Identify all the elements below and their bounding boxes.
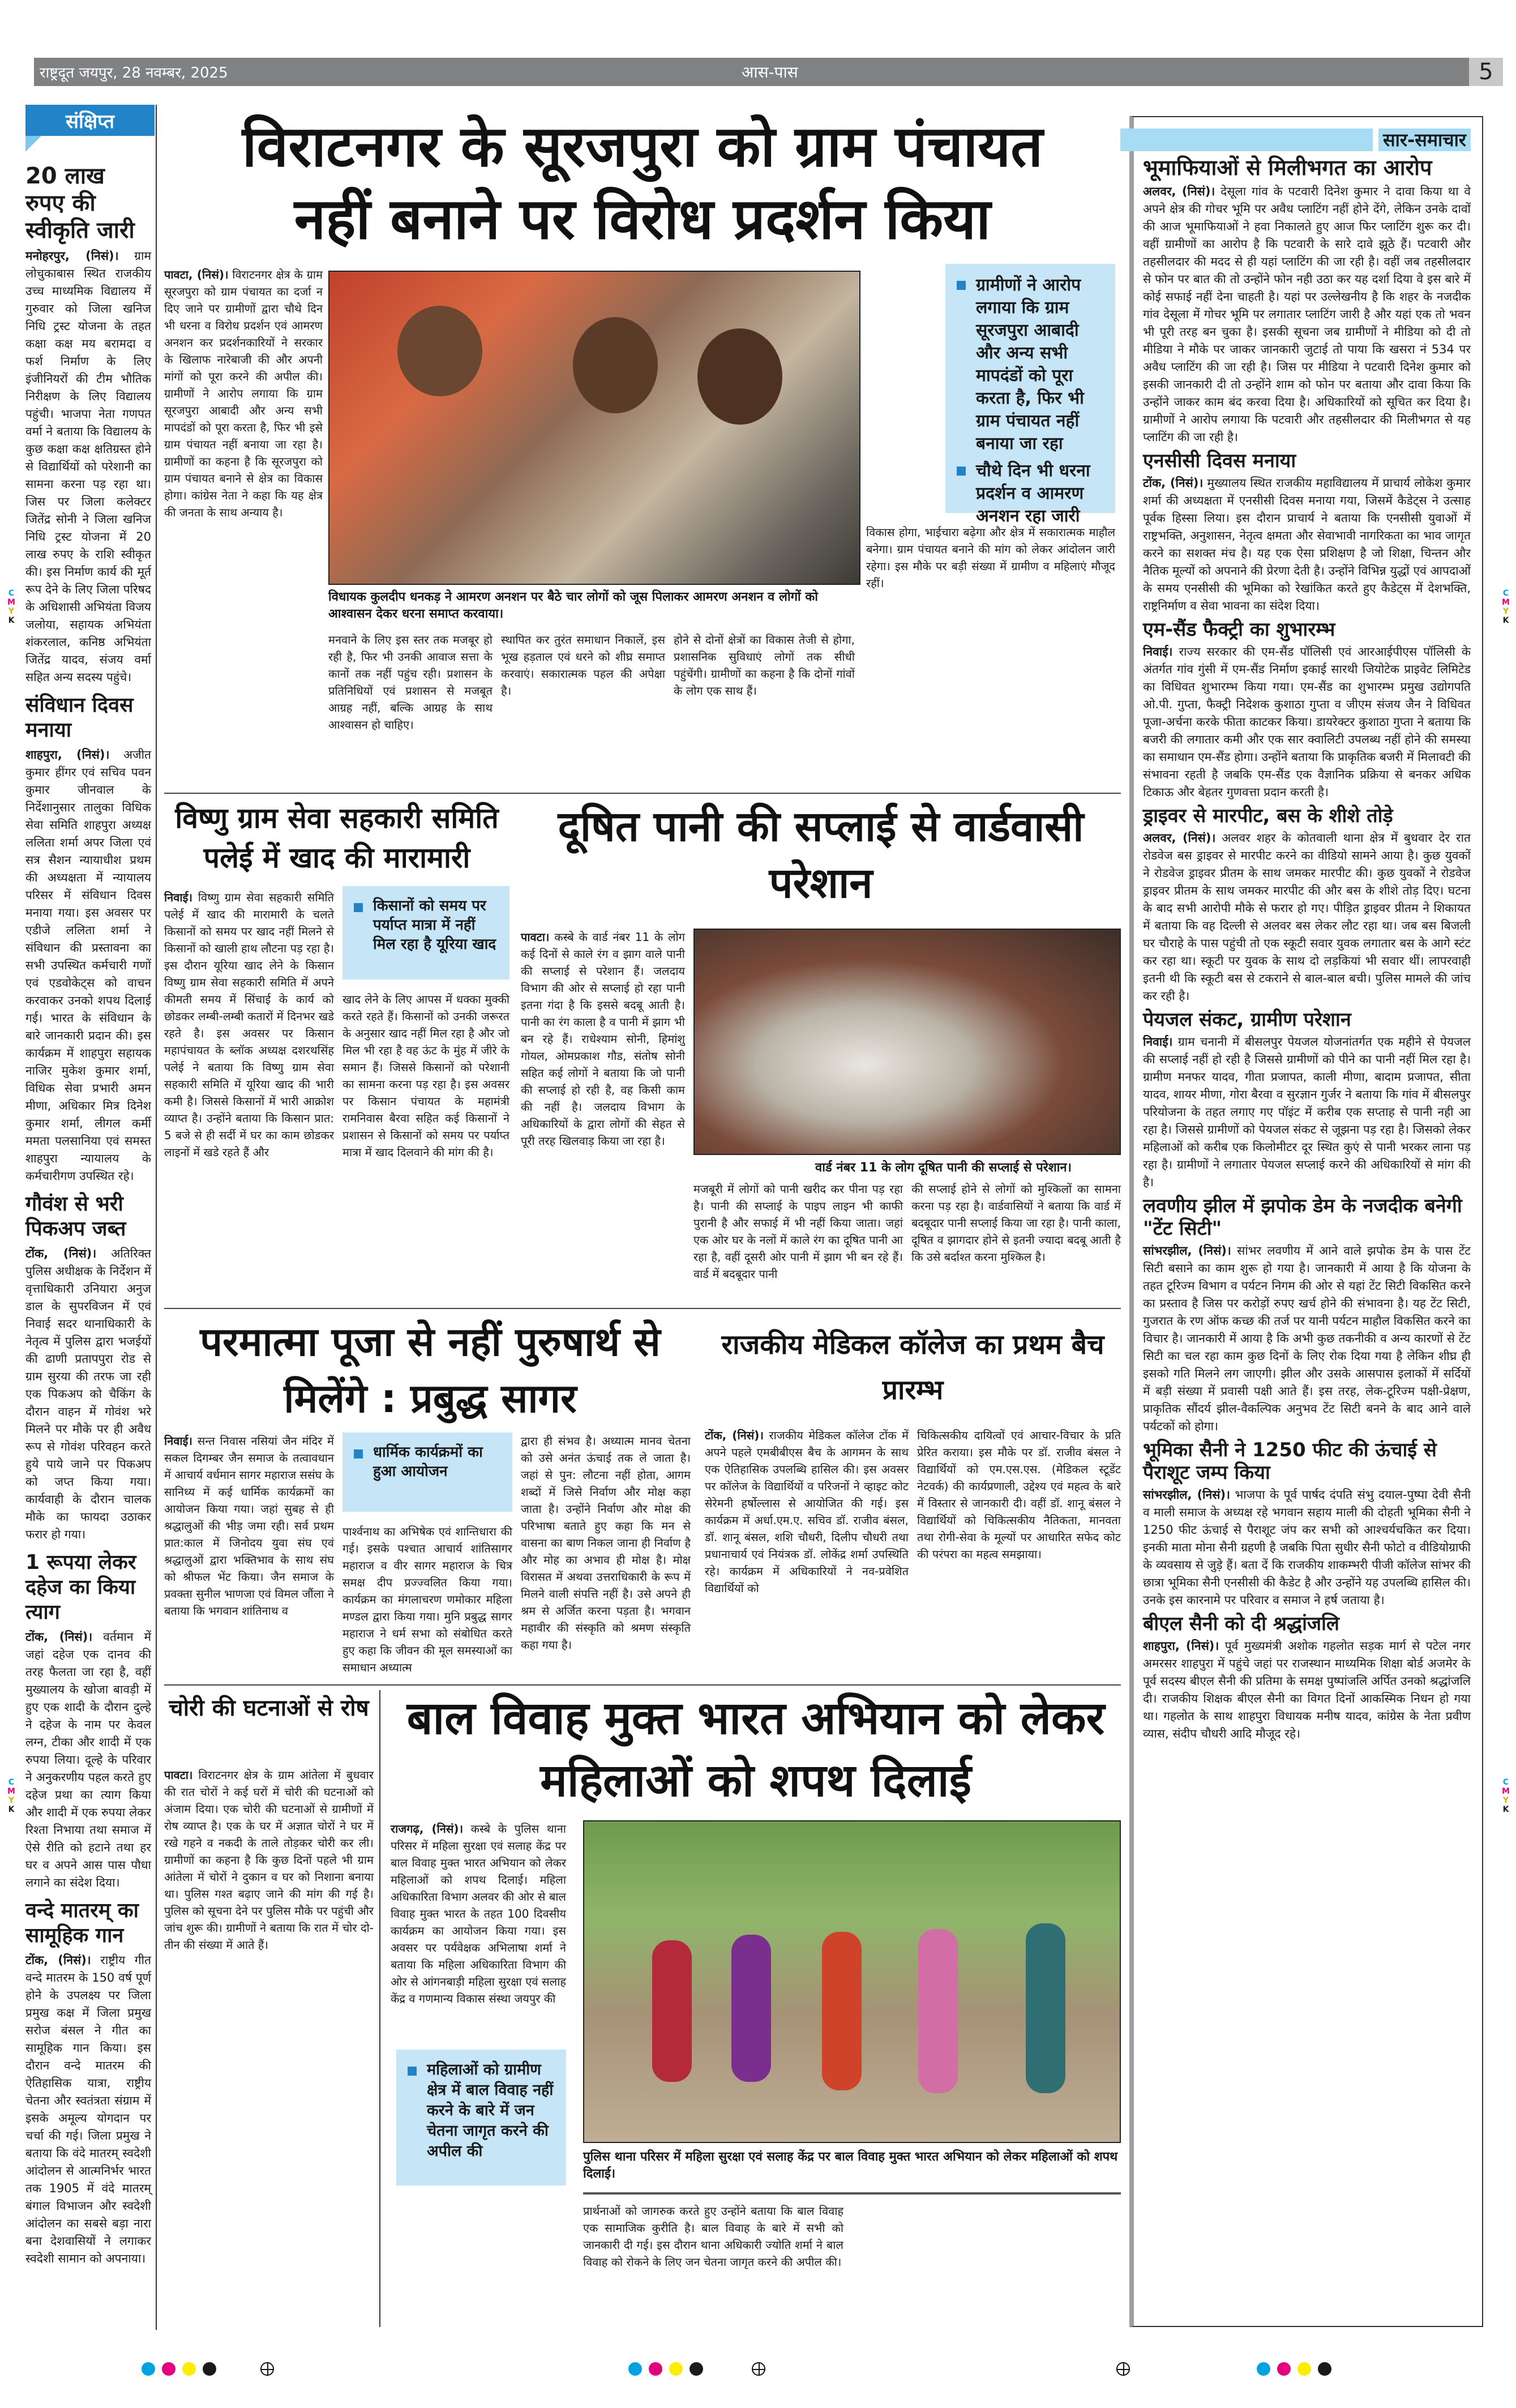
sidebar-item-dateline: टोंक, (निसं)।	[1143, 476, 1204, 490]
cmyk-m: M	[1502, 1787, 1510, 1796]
cmyk-k: K	[8, 616, 15, 625]
brief-title: 1 रूपया लेकर दहेज का किया त्याग	[25, 1551, 136, 1624]
jain-body-text: पार्श्वनाथ का अभिषेक एवं शान्तिधारा की गई। इसके पश्चात आचार्य शांतिसागर महाराज व वीर सागर महाराज के चित्र समक्ष दीप प्रज्ज्वलित किया गया। कार्यक्रम का मंगलाचरण णमोकार महिला मण्डल द्वारा किया गया। मुनि प्रबुद्ध सागर महाराज ने धर्म सभा को संबोधित करते हुए कहा कि जीवन की मूल समस्याओं का समाधान अध्यात्म	[342, 1525, 512, 1674]
sidebar-item-body: ग्राम चनानी में बीसलपुर पेयजल योजनांतर्गत एक महीने से पेयजल की सप्लाई नहीं हो रही है जिससे ग्रामीणों को पीने का पानी नहीं मिल रहा है। ग्रामीण मनफर यादव, गीता प्रजापत, काली मीणा, बादाम प्रजापत, सीता यादव, शायर मीणा, गोरा बैरवा व सुरज्ञान गुर्जर ने बताया कि गांव में बीसलपुर परियोजना के तहत लगाए गए पॉइंट में करीब एक सप्ताह से पानी नही आ रहा है। जिससे ग्रामीणों को पेयजल संकट से जूझना पड़ रहा है। जिसको लेकर महिलाओं को करीब एक किलोमीटर दूर स्थित कुएं से पानी भरकर लाना पड़ रहा है। ग्रामीणों ने लगातार पेयजल सप्लाई करने की अधिकारियों से मांग की है।	[1143, 1035, 1471, 1189]
water-body-text: की सप्लाई होने से लोगों को मुश्किलों का सामना करना पड़ रहा है। वार्डवासियों ने बताया कि वार्ड में बदबूदार पानी सप्लाई किया जा रहा है। पानी काला, दूषित व झागदार होने से इतनी ज्यादा बदबू आती है कि उसे बर्दाश्त करना मुश्किल है।	[911, 1182, 1121, 1264]
lead-body-text: विकास होगा, भाईचारा बढ़ेगा और क्षेत्र में सकारात्मक माहौल बनेगा। ग्राम पंचायत बनाने की मांग को लेकर आंदोलन जारी रहेगा। इस मौके पर बड़ी संख्या में ग्रामीण व महिलाएं मौजूद रहीं।	[866, 525, 1115, 590]
brief-dateline: टोंक, (निसं)।	[25, 1953, 91, 1967]
registration-dot	[1297, 2362, 1311, 2376]
medical-headline: राजकीय मेडिकल कॉलेज का प्रथम बैच प्रारम्भ	[721, 1329, 1104, 1406]
registration-dot	[690, 2362, 703, 2376]
brief-item	[25, 1550, 151, 1892]
bullet-icon	[408, 2067, 417, 2076]
registration-dot	[1318, 2362, 1331, 2376]
bullet-icon	[354, 1449, 363, 1459]
registration-dot	[649, 2362, 662, 2376]
water-body-col2	[693, 1181, 903, 1282]
brief-dateline: टोंक, (निसं)।	[25, 1247, 97, 1260]
medical-body-text: राजकीय मेडिकल कॉलेज टोंक में अपने पहले एमबीबीएस बैच के आगमन के साथ एक ऐतिहासिक उपलब्धि हासिल की। इस अवसर पर कॉलेज के विद्यार्थियों व परिजनों ने व्हाइट कोट सेरेमनी हर्षोल्लास से आयोजित की गई। इस कार्यक्रम में अर्धा.एम.ए. सचिव डॉ. राजीव बंसल, डॉ. शानू बंसल, शशि चौधरी, दिलीप चौधरी तथा प्रधानाचार्य एवं नियंत्रक डॉ. लोकेंद्र शर्मा उपस्थिति रहे। कार्यक्रम में अधिकारियों ने नव-प्रवेशित विद्यार्थियों को	[705, 1428, 909, 1595]
cmyk-marks-right-bottom	[1501, 1778, 1510, 1814]
lead-dateline: पावटा, (निसं)।	[164, 268, 229, 281]
jain-dateline: निवाई।	[164, 1434, 192, 1448]
brief-title: गौवंश से भरी पिकअप जब्त	[25, 1192, 126, 1241]
sidebar-item-title: बीएल सैनी को दी श्रद्धांजलि	[1143, 1613, 1339, 1635]
photo-figure	[573, 317, 658, 413]
cmyk-y: Y	[1502, 1796, 1509, 1805]
photo-figure	[397, 306, 482, 396]
lead-body-col4	[674, 631, 855, 699]
sidebar-item	[1143, 1613, 1471, 1743]
photo-figure	[1026, 1923, 1065, 2093]
sidebar-news-box	[1129, 116, 1483, 2327]
sidebar-item	[1143, 1195, 1471, 1435]
child-marriage-body-col1	[391, 1820, 566, 2007]
section-divider	[164, 1308, 1121, 1309]
cmyk-marks-left-bottom	[7, 1778, 16, 1814]
page-number: 5	[1469, 58, 1503, 86]
callout-text: चौथे दिन भी धरना प्रदर्शन व आमरण अनशन रहा जारी	[976, 461, 1090, 526]
child-marriage-body-col2	[583, 2202, 843, 2270]
sidebar-item-dateline: अलवर, (निसं)।	[1143, 185, 1215, 198]
jain-callout	[342, 1432, 512, 1512]
bullet-icon	[957, 281, 966, 290]
sidebar-item-title: पेयजल संकट, ग्रामीण परेशान	[1143, 1008, 1351, 1031]
cmyk-y: Y	[8, 1796, 15, 1805]
jain-body-col2	[342, 1523, 512, 1676]
fertilizer-body-text: खाद लेने के लिए आपस में धक्का मुक्की करते रहते हैं। किसानों को उनकी जरूरत के अनुसार खाद नहीं मिल रहा है और जो मिल भी रहा है वह ऊंट के मुंह में जीरे के समान हैं। जिससे किसानों को परेशानी का सामना करना पड़ रहा है। इस अवसर पर किसान पंचायत के महामंत्री रामनिवास बैरवा सहित कई किसानों ने प्रशासन से किसानों को समय पर पर्याप्त मात्रा में खाद दिलवाने की मांग की है।	[342, 993, 509, 1159]
theft-headline: चोरी की घटनाओं से रोष	[169, 1695, 369, 1721]
sidebar-item-title: लवणीय झील में झपोक डेम के नजदीक बनेगी "टेंट सिटी"	[1143, 1195, 1462, 1240]
cmyk-marks-right-top	[1501, 589, 1510, 625]
sidebar-item-dateline: निवाई।	[1143, 1035, 1173, 1049]
brief-item	[25, 693, 151, 1185]
bullet-icon	[354, 903, 363, 912]
masthead	[34, 58, 1493, 86]
fertilizer-callout	[342, 886, 509, 980]
sidebar-item	[1143, 805, 1471, 1005]
cmyk-y: Y	[1502, 607, 1509, 616]
brief-dateline: मनोहरपुर, (निसं)।	[25, 249, 119, 263]
sidebar-item-title: एम-सैंड फैक्ट्री का शुभारम्भ	[1143, 618, 1335, 641]
callout-text: महिलाओं को ग्रामीण क्षेत्र में बाल विवाह नहीं करने के बारे में जन चेतना जागृत करने की अपील की	[427, 2061, 554, 2160]
child-marriage-photo	[583, 1820, 1121, 2143]
photo-figure	[731, 1935, 771, 2082]
briefs-label-tail	[25, 136, 41, 152]
sidebar-item	[1143, 450, 1471, 615]
sidebar-item-dateline: सांभरझील, (निसं)।	[1143, 1244, 1231, 1258]
fertilizer-dateline: निवाई।	[164, 891, 192, 904]
masthead-date: राष्ट्रदूत जयपुर, 28 नवम्बर, 2025	[40, 65, 228, 82]
lead-photo	[328, 271, 860, 585]
sidebar-label: सार-समाचार	[1378, 129, 1471, 151]
sidebar-item-dateline: सांभरझील, (निसं)।	[1143, 1488, 1231, 1502]
lead-body-text: विराटनगर क्षेत्र के ग्राम सूरजपुरा को ग्राम पंचायत का दर्जा न दिए जाने पर ग्रामीणों द्वारा चौथे दिन भी धरना व विरोध प्रदर्शन एवं आमरण अनशन कर प्रदर्शनकारियों ने सरकार के खिलाफ नारेबाजी की और अपनी मांगों को पूरा करने की अपील की। ग्रामीणों ने आरोप लगाया कि ग्राम सूरजपुरा आबादी और अन्य सभी मापदंडों को पूरा करता है, फिर भी इसे ग्राम पंचायत नहीं बनाया जा रहा है। ग्रामीणों का कहना है कि सूरजपुरा को ग्राम पंचायत बनाने से क्षेत्र का विकास होगा। कांग्रेस नेता ने कहा कि यह क्षेत्र की जनता के साथ अन्याय है।	[164, 268, 323, 519]
lead-photo-caption: विधायक कुलदीप धनकड़ ने आमरण अनशन पर बैठे चार लोगों को जूस पिलाकर आमरण अनशन व लोगों को आश्वासन देकर धरना समाप्त करवाया।	[328, 590, 819, 621]
lead-body-text: मनवाने के लिए इस स्तर तक मजबूर हो रही है, फिर भी उनकी आवाज सत्ता के कानों तक नहीं पहुंच रही। प्रशासन के प्रतिनिधियों एवं प्रशासन से मजबूत आग्रह नहीं, बल्कि आग्रह के साथ आश्वासन हो चाहिए।	[328, 633, 493, 732]
jain-body-col1	[164, 1432, 334, 1619]
brief-item	[25, 1898, 151, 2268]
lead-body-col1	[164, 266, 323, 521]
brief-body: वर्तमान में जहां दहेज एक दानव की तरह फैलता जा रहा है, वहीं मुख्यालय के खोजा बावड़ी में हुए एक शादी के दौरान दुल्हे ने दहेज के नाम पर केवल लग्न, टीका और शादी में एक रुपया लिया। दूल्हे के परिवार ने अनुकरणीय पहल करते हुए दहेज प्रथा का त्याग किया और शादी में एक रुपया लेकर रिश्ता निभाया तथा समाज में ऐसे रीति को हटाने तथा हर घर व अपने आस पास पौधा लगाने का संदेश दिया।	[25, 1630, 151, 1889]
brief-dateline: शाहपुरा, (निसं)।	[25, 748, 110, 762]
fertilizer-body-col2	[342, 991, 509, 1161]
water-photo-caption: वार्ड नंबर 11 के लोग दूषित पानी की सप्लाई से परेशान।	[815, 1161, 1072, 1175]
child-marriage-body-text: प्रार्थनाओं को जागरुक करते हुए उन्होंने बताया कि बाल विवाह एक सामाजिक कुरीति है। बाल विवाह के बारे में सभी को जानकारी दी गई। इस दौरान थाना अधिकारी ज्योति शर्मा ने बाल विवाह को रोकने के लिए जन चेतना जागृत करने की अपील की।	[583, 2204, 843, 2269]
photo-figure	[652, 1940, 692, 2082]
cmyk-m: M	[1502, 598, 1510, 607]
masthead-section: आस-पास	[742, 63, 798, 82]
cmyk-k: K	[1502, 616, 1509, 625]
cmyk-y: Y	[8, 607, 15, 616]
sidebar-label-bar	[1120, 129, 1471, 151]
sidebar-item	[1143, 1439, 1471, 1609]
sidebar-item	[1143, 155, 1471, 446]
registration-dot	[162, 2362, 175, 2376]
child-marriage-dateline: राजगढ़, (निसं)।	[391, 1822, 464, 1836]
column-divider	[156, 105, 157, 2330]
medical-dateline: टोंक, (निसं)।	[705, 1428, 764, 1442]
lead-headline	[164, 110, 1121, 255]
lead-body-col3	[501, 631, 665, 699]
child-marriage-callout	[396, 2050, 566, 2185]
sidebar-item-title: भूमिका सैनी ने 1250 फीट की ऊंचाई से पैराशूट जम्प किया	[1143, 1439, 1437, 1484]
brief-item	[25, 1192, 151, 1543]
water-headline: दूषित पानी की सप्लाई से वार्डवासी परेशान	[558, 802, 1084, 908]
registration-crosshair-icon	[752, 2362, 765, 2376]
sidebar-item	[1143, 618, 1471, 801]
registration-crosshair-icon	[1116, 2362, 1130, 2376]
theft-body-text: विराटनगर क्षेत्र के ग्राम आंतेला में बुधवार की रात चोरों ने कई घरों में चोरी की घटनाओं को अंजाम दिया। एक चोरी की घटनाओं से ग्रामीणों में रोष व्याप्त है। एक के घर में अज्ञात चोरों ने घर में रखे गहने व नकदी के ताले तोड़कर चोरी कर ली। ग्रामीणों का कहना है कि कुछ दिनों पहले भी ग्राम आंतेला में चोरों ने दुकान व घर को निशाना बनाया था। पुलिस गश्त बढ़ाए जाने की मांग की गई है। पुलिस को सूचना देने पर पुलिस मौके पर पहुंची और जांच शुरू की। ग्रामीणों ने बताया कि रात में चोर दो-तीन की संख्या में आते हैं।	[164, 1768, 374, 1952]
brief-title: वन्दे मातरम् का सामूहिक गान	[25, 1899, 139, 1947]
fertilizer-headline: विष्णु ग्राम सेवा सहकारी समिति पलेई में खाद की मारामारी	[175, 802, 499, 874]
bullet-icon	[957, 467, 966, 476]
photo-figure	[822, 1932, 862, 2090]
sidebar-item-body: पूर्व मुख्यमंत्री अशोक गहलोत सड़क मार्ग से पटेल नगर अमरसर शाहपुरा में पहुंचे जहां पर राजस्थान माध्यमिक शिक्षा बोर्ड अजमेर के पूर्व सदस्य बीएल सैनी की प्रतिमा के समक्ष पुष्पांजलि अर्पित उनको श्रद्धांजलि दी। राजकीय शिक्षक बीएल सैनी का विगत दिनों आकस्मिक निधन हो गया था। गहलोत के साथ शाहपुरा विधायक मनीष यादव, कांग्रेस के नेता प्रवीण व्यास, संदीप चौधरी आदि मौजूद रहे।	[1143, 1639, 1471, 1740]
cmyk-m: M	[7, 1787, 15, 1796]
fertilizer-body-col1	[164, 889, 334, 1161]
caption-rule	[583, 2192, 1121, 2195]
sidebar-item-body: राज्य सरकार की एम-सैंड पॉलिसी एवं आरआईपीएस पॉलिसी के अंतर्गत गांव गुंसी में एम-सैंड निर्माण इकाई सारथी जियोटेक प्राइवेट लिमिटेड का विधिवत शुभारम्भ किया गया। एम-सैंड का शुभारम्भ प्रमुख उद्योगपति ओ.पी. गुप्ता, फैक्ट्री निदेशक कुशाठा गुप्ता व जीएम संजय जैन ने विधिवत पूजा-अर्चना करके फीता काटकर किया। डायरेक्टर कुशाठा गुप्ता ने बताया कि बजरी की लगातार कमी और एक सार क्वालिटी उपलब्ध नहीं होने की समस्या का समाधान एम-सैंड होगा। उन्होंने बताया कि प्राकृतिक बजरी में मिलावटी की संभावना रहती है जबकि एम-सैंड एक वैज्ञानिक प्रक्रिया से बनकर अधिक टिकाऊ और बेहतर गुणवत्ता प्रदान करती है।	[1143, 645, 1471, 799]
water-dateline: पावटा।	[521, 930, 550, 944]
lead-callout	[945, 264, 1115, 526]
jain-body-text: द्वारा ही संभव है। अध्यात्म मानव चेतना को उसे अनंत ऊंचाई तक ले जाता है। जहां से पुन: लौटना नहीं होता, आगम शब्दों में जिसे निर्वाण और मोक्ष कहा जाता है। उन्होंने निर्वाण और मोक्ष की परिभाषा बताते हुए कहा कि मन से वासना का बाण निकल जाना ही निर्वाण है और मोह का अभाव ही मोक्ष है। मोक्ष विरासत में अथवा उत्तराधिकारी के रूप में मिलने वाली संपत्ति नहीं है। उसे अपने ही श्रम से अर्जित करना पड़ता है। भगवान महावीर की संस्कृति को श्रमण संस्कृति कहा गया है।	[521, 1434, 691, 1652]
sidebar-item-body: अलवर शहर के कोतवाली थाना क्षेत्र में बुधवार देर रात रोडवेज बस ड्राइवर से मारपीट करने का वीडियो सामने आया है। कुछ युवकों ने रोडवेज ड्राइवर प्रीतम के साथ जमकर मारपीट की। कुछ युवकों ने रोडवेज ड्राइवर प्रीतम के साथ जमकर मारपीट की और बस के शीशे तोड़ दिए। घटना के बाद सभी आरोपी मौके से फरार हो गए। पीड़ित ड्राइवर प्रीतम ने शिकायत में बताया कि वह दिल्ली से अलवर बस लेकर लौट रहा था। जब बस बिजली घर चौराहे के पास पहुंची तो एक स्कूटी सवार युवक लगातार बस के आगे स्टंट कर रहा था। स्कूटी पर युवक के साथ दो लड़कियां भी सवार थीं। लापरवाही इतनी थी कि स्कूटी बस से टकराने से बाल-बाल बची। पुलिस मामले की जांच कर रही है।	[1143, 831, 1471, 1003]
theft-body	[164, 1767, 374, 1953]
sidebar-item-title: भूमाफियाओं से मिलीभगत का आरोप	[1143, 155, 1432, 180]
cmyk-c: C	[8, 1778, 15, 1787]
registration-dot	[142, 2362, 155, 2376]
cmyk-c: C	[8, 589, 15, 598]
cmyk-m: M	[7, 598, 15, 607]
lead-headline-line1: विराटनगर के सूरजपुरा को ग्राम पंचायत	[242, 113, 1043, 179]
sidebar-label-stripe	[1120, 129, 1373, 151]
registration-dot	[669, 2362, 683, 2376]
brief-title: 20 लाख रुपए की स्वीकृति जारी	[25, 163, 135, 243]
cmyk-marks-left-top	[7, 589, 16, 625]
lead-body-col2	[328, 631, 493, 733]
brief-body: ग्राम लोचुकाबास स्थित राजकीय उच्च माध्यमिक विद्यालय में गुरुवार को जिला खनिज निधि ट्रस्ट योजना के तहत कक्षा कक्ष मय बरामदा व फर्श निर्माण के लिए इंजीनियरों की टीम भौतिक निरीक्षण के लिए विद्यालय पहुंची। भाजपा नेता गणपत वर्मा ने बताया कि विद्यालय के कुछ कक्षा कक्ष क्षतिग्रस्त होने से विद्यार्थियों को परेशानी का सामना करना पड़ रहा था। जिस पर जिला कलेक्टर जितेंद्र सोनी ने जिला खनिज निधि ट्रस्ट योजना में 20 लाख रुपए के राशि स्वीकृत की। इस निर्माण कार्य की मूर्त रूप देने के लिए जिला परिषद के अधिशासी अभियंता विजय जलोया, सहायक अभियंता शंकरलाल, कनिष्ठ अभियंता जितेंद्र यादव, संजय वर्मा सहित अन्य सदस्य पहुंचे।	[25, 249, 151, 684]
sidebar-item-dateline: निवाई।	[1143, 645, 1173, 658]
cmyk-k: K	[1502, 1805, 1509, 1814]
brief-body: अजीत कुमार हींगर एवं सचिव पवन कुमार जीनवाल के निर्देशानुसार तालुका विधिक सेवा समिति शाहपुरा अध्यक्ष ललिता शर्मा अपर जिला एवं सत्र सैशन न्यायाधीश प्रथम की अध्यक्षता में न्यायालय परिसर में संविधान दिवस मनाया गया। इस अवसर पर एडीजे ललिता शर्मा ने संविधान की प्रस्तावना का सभी उपस्थित कर्मचारी गणों एवं एडवोकेट्स को वाचन करवाकर उनको शपथ दिलाई गई। भारत के संविधान के बारे जानकारी प्रदान की। इस कार्यक्रम में शाहपुरा सहायक नाजिर मुकेश कुमार शर्मा, विधिक सेवा प्रभारी अमन मीणा, अधिकार मित्र दिनेश कुमार शर्मा, लीगल कर्मी ममता पलसानिया एवं समस्त शाहपुरा न्यायालय के कर्मचारीगण उपस्थित रहे।	[25, 748, 151, 1183]
brief-body: अतिरिक्त पुलिस अधीक्षक के निर्देशन में वृत्ताधिकारी उनियारा अनुज डाल के सुपरविजन में एवं निवाई सदर थानाधिकारी के नेतृत्व में पुलिस द्वारा भजईयों की ढाणी प्रतापपुरा रोड से ग्राम सुरया की तरफ जा रही एक पिकअप को चैकिंग के दौरान वाहन में गोवंश भरे मिलने पर मौके पर ही अवैध रूप से गोवंश परिवहन करते हुये पाये जाने पर पिकअप को जप्त किया गया। कार्यवाही के दौरान चालक मौके का फायदा उठाकर फरार हो गया।	[25, 1247, 151, 1541]
sidebar-item-title: एनसीसी दिवस मनाया	[1143, 450, 1296, 472]
registration-dot	[182, 2362, 196, 2376]
photo-figure	[697, 328, 782, 425]
registration-dot	[1277, 2362, 1291, 2376]
medical-body-col2	[917, 1427, 1121, 1563]
brief-dateline: टोंक, (निसं)।	[25, 1630, 93, 1644]
brief-item	[25, 162, 151, 686]
callout-text: ग्रामीणों ने आरोप लगाया कि ग्राम सूरजपुरा आबादी और अन्य सभी मापदंडों को पूरा करता है, फिर भी ग्राम पंचायत नहीं बनाया जा रहा	[976, 275, 1084, 454]
water-body-text: कस्बे के वार्ड नंबर 11 के लोग कई दिनों से काले रंग व झाग वाले पानी की सप्लाई से परेशान हैं। जलदाय विभाग की ओर से सप्लाई हो रहा पानी इतना गंदा है कि इससे बदबू आती है। पानी का रंग काला है व पानी में झाग भी बन रहे हैं। राधेश्याम सोनी, हिमांशु गोयल, ओमप्रकाश गौड, संतोष सोनी सहित कई लोगों ने बताया कि जो पानी की सप्लाई हो रही है, वह किसी काम की नहीं है। जलदाय विभाग के अधिकारियों के द्वारा लोगों की सेहत से पूरी तरह खिलवाड़ किया जा रहा है।	[521, 930, 686, 1148]
jain-body-text: सन्त निवास नसियां जैन मंदिर में सकल दिगम्बर जैन समाज के तत्वावधान में आचार्य वर्धमान सागर महाराज ससंघ के सानिध्य में कई धार्मिक कार्यक्रमों का आयोजन किया गया। जहां सुबह से ही श्रद्धालुओं की भीड़ जमा रही। सर्व प्रथम प्रात:काल में जिनोदय युवा संघ एवं श्रद्धालुओं द्वारा भक्तिभाव के साथ संघ को श्रीफल भेंट किया। जैन समाज के प्रवक्ता सुनील भाणजा एवं विमल जौंला ने बताया कि भगवान शांतिनाथ व	[164, 1434, 335, 1618]
sidebar-item-body: देसूला गांव के पटवारी दिनेश कुमार ने दावा किया था वे अपने क्षेत्र की गोचर भूमि पर अवैध प्लाटिंग नहीं होने देंगे, लेकिन उनके दावों की आज भूमाफियाओं ने हवा निकालते हुए आज फिर प्लाटिंग शुरू कर दी। वहीं ग्रामीणों का आरोप है कि पटवारी के सारे दावे झूठे हैं। पटवारी और तहसीलदार की मदद से ही यहां प्लाटिंग की जा रही है। वहीं जब तहसीलदार से फोन पर बात की तो उन्होंने फोन नही उठा कर यह दर्शा दिया वे इस बारे में कोई सफाई नहीं देना चाहती है। यहां पर उल्लेखनीय है कि शहर के नजदीक गांव देसूला में गोचर भूमि पर लगातार प्लाटिंग जारी है और यहां एक तो भवन भी पूरी तरह बन चुका है। इसकी सूचना जब ग्रामीणों ने मीडिया को दी तो मीडिया ने मौके पर जाकर जानकारी जुटाई तो पाया कि खसरा नं 534 पर अवैध प्लाटिंग की जा रही है। जिस पर मीडिया ने पटवारी दिनेश कुमार को इसकी जानकारी दी तो उन्होंने शाम को फोन पर बताया और दावा किया कि उन्होंने जाकर काम बंद करवा दिया है। अधिकारियों को सूचित कर दिया है। ग्रामीणों ने आरोप लगाया कि पटवारी और तहसीलदार की मिलीभगत से यह प्लाटिंग की जा रही है।	[1143, 185, 1471, 444]
sidebar-item-body: सांभर लवणीय में आने वाले झपोक डेम के पास टेंट सिटी बसाने का काम शुरू हो गया है। जानकारी में आया है कि योजना के तहत टूरिज्म विभाग व पर्यटन निगम की ओर से यहां टेंट सिटी विकसित करने का प्रस्ताव है जिस पर करोड़ों रुपए खर्च होने की संभावना है। यह टेंट सिटी, गुजरात के रण ऑफ कच्छ की तर्ज पर यानी पर्यटन माहौल विकसित करने का विचार है। जानकारी में आया है कि अभी कुछ तकनीकी व अन्य कारणों से टेंट सिटी का चल रहा काम कुछ दिनों के लिए रोक दिया गया है लेकिन शीघ्र ही इसको गति मिलने लग जाएगी। झील और उसके आसपास इलाकों में सर्दियों में बड़ी संख्या में प्रवासी पक्षी आते हैं। इस तरह, लेक-टूरिज्म पक्षी-प्रेक्षण, प्राकृतिक सौंदर्य झील-वैकल्पिक अनुभव टेंट सिटी बनने के बाद आने वाले पर्यटकों को होगा।	[1143, 1244, 1471, 1433]
child-marriage-body-text: कस्बे के पुलिस थाना परिसर में महिला सुरक्षा एवं सलाह केंद्र पर बाल विवाह मुक्त भारत अभियान को लेकर महिलाओं को शपथ दिलाई। महिला अधिकारिता विभाग अलवर की ओर से बाल विवाह मुक्त भारत के तहत 100 दिवसीय कार्यक्रम का आयोजन किया गया। इस अवसर पर पर्यवेक्षक अभिलाषा शर्मा ने बताया कि महिला अधिकारिता विभाग की ओर से आंगनबाड़ी महिला सुरक्षा एवं सलाह केंद्र व गणमान्य विकास संस्था जयपुर की	[391, 1822, 566, 2005]
photo-figure	[918, 1929, 958, 2093]
sidebar-item-dateline: शाहपुरा, (निसं)।	[1143, 1639, 1219, 1653]
medical-body-text: चिकित्सकीय दायित्वों एवं आचार-विचार के प्रति प्रेरित कराया। इस मौके पर डॉ. राजीव बंसल ने विद्यार्थियों को एम.एस.एस. (मेडिकल स्टूडेंट नेटवर्क) की कार्यप्रणाली, उद्देश्य एवं महत्व के बारे में विस्तार से जानकारी दी। वहीं डॉ. शानू बंसल ने विद्यार्थियों को चिकित्सकीय नैतिकता, मानवता तथा रोगी-सेवा के मूल्यों पर आधारित सफेद कोट की परंपरा का महत्व समझाया।	[917, 1428, 1121, 1561]
brief-body: राष्ट्रीय गीत वन्दे मातरम के 150 वर्ष पूर्ण होने के उपलक्ष्य पर जिला प्रमुख कक्ष में जिला प्रमुख सरोज बंसल ने गीत का सामूहिक गान किया। इस दौरान वन्दे मातरम की ऐतिहासिक यात्रा, राष्ट्रीय चेतना और स्वतंत्रता संग्राम में इसके अमूल्य योगदान पर चर्चा की गई। जिला प्रमुख ने बताया कि वंदे मातरम् स्वदेशी आंदोलन से आत्मनिर्भर भारत तक 1905 में वंदे मातरम् बंगाल विभाजन और स्वदेशी आंदोलन का सबसे बड़ा नारा बना देशवासियों ने लगाकर स्वदेशी सामान को अपनाया।	[25, 1953, 151, 2265]
cmyk-c: C	[1502, 589, 1509, 598]
sidebar-item-body: मुख्यालय स्थित राजकीय महाविद्यालय में प्राचार्य लोकेश कुमार शर्मा की अध्यक्षता में एनसीसी दिवस मनाया गया, जिसमें कैडेट्स ने उत्साह पूर्वक हिस्सा लिया। इस दौरान प्राचार्य ने बताया कि एनसीसी युवाओं में राष्ट्रभक्ति, अनुशासन, नेतृत्व क्षमता और सेवाभावी नागरिकता का भाव जागृत करने का सशक्त मंच है। यह एक ऐसा प्रशिक्षण है जो शिक्षा, चिन्तन और नैतिक मूल्यों को अपनाने की प्रेरणा देती है। उन्होंने विभिन्न युद्धों एवं आपदाओं के समय एनसीसी की भूमिका को रेखांकित करते हुए कैडेट्स में देशभक्ति, राष्ट्रनिर्माण व सेवा भावना का संदेश दिया।	[1143, 476, 1471, 613]
cmyk-k: K	[8, 1805, 15, 1814]
child-marriage-photo-caption: पुलिस थाना परिसर में महिला सुरक्षा एवं सलाह केंद्र पर बाल विवाह मुक्त भारत अभियान को लेकर महिलाओं को शपथ दिलाई।	[583, 2150, 1118, 2181]
column-divider	[379, 1690, 380, 2327]
lead-headline-line2: नहीं बनाने पर विरोध प्रदर्शन किया	[294, 186, 991, 252]
callout-text: किसानों को समय पर पर्याप्त मात्रा में नहीं मिल रहा है यूरिया खाद	[373, 897, 496, 953]
section-divider	[164, 1684, 1121, 1686]
sidebar-item	[1143, 1008, 1471, 1191]
callout-text: धार्मिक कार्यक्रमों का हुआ आयोजन	[373, 1444, 483, 1480]
registration-dot	[1257, 2362, 1270, 2376]
jain-headline: परमात्मा पूजा से नहीं पुरुषार्थ से मिलेंगे : प्रबुद्ध सागर	[200, 1319, 661, 1422]
registration-dot	[203, 2362, 216, 2376]
sidebar-item-body: भाजपा के पूर्व पार्षद दंपति संभु दयाल-पुष्पा देवी सैनी व माली समाज के अध्यक्ष रहे भगवान सहाय माली की दोहती भूमिका सैनी ने 1250 फीट ऊंचाई से पैराशूट जंप कर सभी को आश्चर्यचकित कर दिया। इनकी माता मोना सैनी ग्रहणी है जबकि पिता सुधीर सैनी फोटो व वीडियोग्राफी के व्यवसाय से जुड़े हैं। बता दें कि राजकीय शाकम्भरी पीजी कॉलेज सांभर की छात्रा भूमिका सैनी एनसीसी की कैडेट है और उन्होंने यह उपलब्धि हासिल की। उनके इस कारनामे पर परिवार व समाज ने हर्ष जताया है।	[1143, 1488, 1471, 1607]
cmyk-c: C	[1502, 1778, 1509, 1787]
lead-body-col5	[866, 524, 1115, 592]
registration-dot	[628, 2362, 642, 2376]
theft-dateline: पावटा।	[164, 1768, 193, 1782]
sidebar-item-dateline: अलवर, (निसं)।	[1143, 831, 1216, 845]
section-divider	[164, 793, 1121, 794]
briefs-column	[25, 156, 151, 2268]
sidebar-item-title: ड्राइवर से मारपीट, बस के शीशे तोड़े	[1143, 805, 1393, 827]
registration-crosshair-icon	[260, 2362, 274, 2376]
lead-body-text: स्थापित कर तुरंत समाधान निकालें, इस भूख हड़ताल एवं धरने को शीघ्र समाप्त करवाएं। सकारात्मक पहल की अपेक्षा है।	[501, 633, 665, 698]
water-body-col1	[521, 929, 685, 1149]
child-marriage-headline: बाल विवाह मुक्त भारत अभियान को लेकर महिलाओं को शपथ दिलाई	[406, 1692, 1105, 1807]
lead-body-text: होने से दोनों क्षेत्रों का विकास तेजी से होगा, प्रशासनिक सुविधाएं लोगों तक सीधी पहुंचेंगी। ग्रामीणों का कहना है कि दोनों गांवों के लोग एक साथ हैं।	[674, 633, 855, 698]
water-photo	[693, 929, 1121, 1155]
water-body-col3	[911, 1181, 1121, 1265]
medical-body-col1	[705, 1427, 909, 1597]
fertilizer-body-text: विष्णु ग्राम सेवा सहकारी समिति पलेई में खाद की मारामारी के चलते किसानों को समय पर खाद नहीं मिलने से किसानों को खाली हाथ लौटना पड़ रहा है। इस दौरान यूरिया खाद लेने के किसान विष्णु ग्राम सेवा सहकारी समिति में अपने कीमती समय में सिंचाई के कार्य को छोडकर लम्बी-लम्बी कतारों में दिनभर खडे रहते है। इस अवसर पर किसान महापंचायत के ब्लॉक अध्यक्ष दशरथसिंह पलेई ने बताया कि विष्णु ग्राम सेवा सहकारी समिति में यूरिया खाद की भारी कमी है। जिससे किसानों में भारी आक्रोश व्याप्त है। उन्होंने बताया कि किसान प्रात: 5 बजे से ही सर्दी में घर का काम छोडकर लाइनों में खडे रहते हैं और	[164, 891, 334, 1159]
water-body-text: मजबूरी में लोगों को पानी खरीद कर पीना पड़ रहा है। पानी की सप्लाई के पाइप लाइन भी काफी पुरानी है और सफाई में भी नहीं किया जाता। जहां एक ओर घर के नलों में काले रंग का दूषित पानी आ रहा है, वहीं दूसरी ओर पानी में झाग भी बन रहे हैं। वार्ड में बदबूदार पानी	[693, 1182, 903, 1281]
briefs-label: संक्षिप्त	[25, 105, 155, 136]
brief-title: संविधान दिवस मनाया	[25, 694, 134, 742]
jain-body-col3	[521, 1432, 691, 1653]
